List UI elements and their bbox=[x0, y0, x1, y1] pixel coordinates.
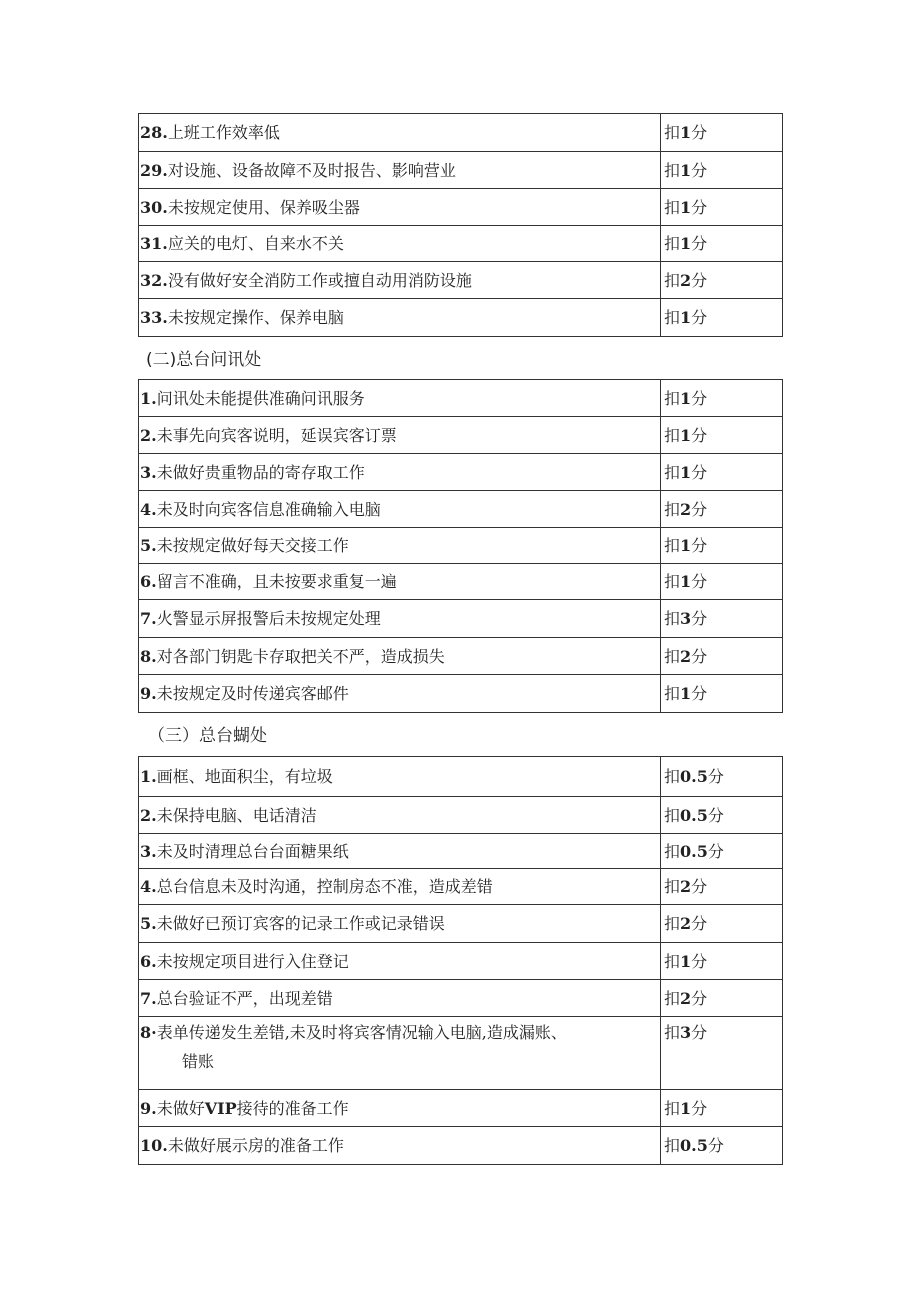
deduction-cell bbox=[661, 834, 783, 869]
deduction-unit: 分 bbox=[691, 123, 708, 142]
table-row bbox=[139, 869, 783, 905]
deduction-points: 1 bbox=[680, 308, 692, 327]
deduction-prefix: 扣 bbox=[664, 270, 681, 290]
item-text: 未按规定操作、保养电脑 bbox=[167, 308, 344, 327]
item-text: 未做好展示房的准备工作 bbox=[167, 1136, 344, 1155]
deduction-points: 1 bbox=[680, 684, 692, 703]
deduction-unit: 分 bbox=[707, 767, 724, 786]
deduction-prefix: 扣 bbox=[664, 572, 681, 591]
table-row bbox=[139, 491, 783, 528]
item-cell bbox=[139, 600, 661, 638]
item-text: 未按规定项目进行入住登记 bbox=[156, 951, 349, 971]
deduction-points: 2 bbox=[680, 270, 692, 290]
item-number: 33. bbox=[140, 308, 168, 327]
item-cell bbox=[139, 757, 661, 797]
deduction-unit: 分 bbox=[691, 425, 708, 445]
deduction-unit: 分 bbox=[691, 308, 708, 327]
deduction-cell bbox=[661, 491, 783, 528]
item-cell bbox=[139, 943, 661, 980]
deduction-cell bbox=[661, 797, 783, 834]
table-row bbox=[139, 189, 783, 226]
item-cell bbox=[139, 152, 661, 189]
item-number: 10. bbox=[140, 1136, 168, 1155]
item-cell bbox=[139, 226, 661, 262]
table-row bbox=[139, 152, 783, 189]
deduction-cell bbox=[661, 675, 783, 713]
item-number: 8. bbox=[140, 646, 157, 666]
table-row bbox=[139, 299, 783, 337]
table-row bbox=[139, 564, 783, 600]
deduction-unit: 分 bbox=[707, 841, 724, 861]
item-cell bbox=[139, 417, 661, 454]
deduction-prefix: 扣 bbox=[664, 609, 681, 628]
item-cell bbox=[139, 262, 661, 299]
deduction-unit: 分 bbox=[707, 805, 724, 825]
item-number: 28. bbox=[140, 123, 168, 142]
deduction-cell bbox=[661, 528, 783, 564]
deduction-cell bbox=[661, 417, 783, 454]
item-cell bbox=[139, 564, 661, 600]
item-number: 5. bbox=[140, 536, 157, 555]
table-row bbox=[139, 417, 783, 454]
table-row bbox=[139, 114, 783, 152]
item-number: 31. bbox=[140, 234, 168, 253]
table-row bbox=[139, 675, 783, 713]
deduction-unit: 分 bbox=[691, 877, 708, 896]
deduction-points: 2 bbox=[680, 877, 692, 896]
deduction-prefix: 扣 bbox=[664, 767, 681, 786]
deduction-unit: 分 bbox=[691, 234, 708, 253]
item-text: 未做好贵重物品的寄存取工作 bbox=[156, 462, 365, 482]
deduction-unit: 分 bbox=[691, 462, 708, 482]
item-text: 对设施、设备故障不及时报告、影响营业 bbox=[167, 160, 456, 180]
item-cell bbox=[139, 675, 661, 713]
table-row bbox=[139, 834, 783, 869]
deduction-unit: 分 bbox=[691, 572, 708, 591]
deduction-prefix: 扣 bbox=[664, 1023, 681, 1042]
item-number: 1. bbox=[140, 767, 157, 786]
item-cell bbox=[139, 454, 661, 491]
item-cell bbox=[139, 638, 661, 675]
deduction-cell bbox=[661, 380, 783, 417]
deduction-prefix: 扣 bbox=[664, 1098, 681, 1118]
item-text-continued: 错账 bbox=[182, 1052, 215, 1071]
deduction-points: 2 bbox=[680, 499, 692, 519]
item-text: 总台验证不严，出现差错 bbox=[156, 988, 333, 1008]
deduction-unit: 分 bbox=[691, 988, 708, 1008]
item-text: 留言不准确，且未按要求重复一遍 bbox=[156, 572, 397, 591]
deduction-prefix: 扣 bbox=[664, 877, 681, 896]
deduction-unit: 分 bbox=[691, 536, 708, 555]
deduction-cell bbox=[661, 564, 783, 600]
item-text: 未按规定使用、保养吸尘器 bbox=[167, 197, 360, 217]
item-cell bbox=[139, 980, 661, 1017]
deduction-table-housekeeping bbox=[138, 113, 783, 337]
deduction-prefix: 扣 bbox=[664, 988, 681, 1008]
item-cell bbox=[139, 1127, 661, 1165]
deduction-points: 1 bbox=[680, 425, 692, 445]
deduction-prefix: 扣 bbox=[664, 462, 681, 482]
deduction-unit: 分 bbox=[691, 160, 708, 180]
item-cell bbox=[139, 491, 661, 528]
item-text: 未保持电脑、电话清洁 bbox=[156, 805, 317, 825]
item-text: 表单传递发生差错,未及时将宾客情况输入电脑,造成漏账、 bbox=[156, 1023, 567, 1042]
item-number: 4. bbox=[140, 499, 157, 519]
deduction-cell bbox=[661, 1127, 783, 1165]
item-number: 5. bbox=[140, 914, 157, 933]
item-cell bbox=[139, 114, 661, 152]
item-cell bbox=[139, 528, 661, 564]
item-number: 1. bbox=[140, 388, 157, 408]
item-cell bbox=[139, 905, 661, 943]
table-row bbox=[139, 638, 783, 675]
deduction-points: 2 bbox=[680, 914, 692, 933]
deduction-cell bbox=[661, 943, 783, 980]
deduction-points: 0.5 bbox=[680, 841, 708, 861]
deduction-unit: 分 bbox=[691, 197, 708, 217]
deduction-unit: 分 bbox=[691, 951, 708, 971]
deduction-cell bbox=[661, 1017, 783, 1090]
item-number: 4. bbox=[140, 877, 157, 896]
item-number: 6. bbox=[140, 951, 157, 971]
deduction-prefix: 扣 bbox=[664, 1136, 681, 1155]
deduction-points: 3 bbox=[680, 609, 692, 628]
deduction-prefix: 扣 bbox=[664, 646, 681, 666]
item-cell bbox=[139, 1090, 661, 1127]
item-text: 问讯处未能提供准确问讯服务 bbox=[156, 388, 365, 408]
deduction-unit: 分 bbox=[691, 388, 708, 408]
deduction-points: 0.5 bbox=[680, 1136, 708, 1155]
deduction-cell bbox=[661, 189, 783, 226]
deduction-cell bbox=[661, 454, 783, 491]
deduction-cell bbox=[661, 299, 783, 337]
table-row bbox=[139, 528, 783, 564]
deduction-unit: 分 bbox=[691, 499, 708, 519]
table-row bbox=[139, 1127, 783, 1165]
item-text: 未及时向宾客信息准确输入电脑 bbox=[156, 499, 381, 519]
deduction-prefix: 扣 bbox=[664, 684, 681, 703]
item-number: 7. bbox=[140, 988, 157, 1008]
item-number: 7. bbox=[140, 609, 157, 628]
deduction-prefix: 扣 bbox=[664, 197, 681, 217]
deduction-unit: 分 bbox=[691, 684, 708, 703]
deduction-cell bbox=[661, 114, 783, 152]
table-row bbox=[139, 905, 783, 943]
deduction-points: 0.5 bbox=[680, 805, 708, 825]
item-text: 应关的电灯、自来水不关 bbox=[167, 234, 344, 253]
deduction-cell bbox=[661, 226, 783, 262]
item-number: 3. bbox=[140, 462, 157, 482]
table-row bbox=[139, 943, 783, 980]
deduction-points: 2 bbox=[680, 988, 692, 1008]
item-cell bbox=[139, 869, 661, 905]
deduction-points: 1 bbox=[680, 160, 692, 180]
item-cell bbox=[139, 1017, 661, 1090]
deduction-table-front-desk-reception bbox=[138, 756, 783, 1165]
deduction-prefix: 扣 bbox=[664, 425, 681, 445]
table-row bbox=[139, 600, 783, 638]
deduction-prefix: 扣 bbox=[664, 499, 681, 519]
deduction-points: 1 bbox=[680, 197, 692, 217]
deduction-prefix: 扣 bbox=[664, 951, 681, 971]
deduction-prefix: 扣 bbox=[664, 160, 681, 180]
table-row bbox=[139, 262, 783, 299]
item-number: 6. bbox=[140, 572, 157, 591]
item-cell bbox=[139, 380, 661, 417]
deduction-unit: 分 bbox=[691, 914, 708, 933]
deduction-cell bbox=[661, 757, 783, 797]
item-number: 29. bbox=[140, 160, 168, 180]
section-heading-front-desk-reception: （三）总台蝴处 bbox=[148, 726, 267, 746]
deduction-unit: 分 bbox=[691, 1098, 708, 1118]
item-text: 未按规定及时传递宾客邮件 bbox=[156, 684, 349, 703]
item-text: 未事先向宾客说明，延误宾客订票 bbox=[156, 425, 397, 445]
deduction-unit: 分 bbox=[691, 1023, 708, 1042]
table-row bbox=[139, 226, 783, 262]
item-text: 未及时清理总台台面糖果纸 bbox=[156, 841, 349, 861]
item-number: 30. bbox=[140, 197, 168, 217]
section-heading-front-desk-inquiry: (二)总台问讯处 bbox=[146, 350, 262, 370]
deduction-points: 1 bbox=[680, 1098, 692, 1118]
deduction-unit: 分 bbox=[691, 270, 708, 290]
deduction-points: 1 bbox=[680, 462, 692, 482]
deduction-cell bbox=[661, 1090, 783, 1127]
table-row bbox=[139, 380, 783, 417]
item-text: 火警显示屏报警后未按规定处理 bbox=[156, 609, 381, 628]
item-number: 32. bbox=[140, 270, 168, 290]
table-row bbox=[139, 757, 783, 797]
item-text: 未按规定做好每天交接工作 bbox=[156, 536, 349, 555]
item-number: 2. bbox=[140, 425, 157, 445]
item-text: 未做好已预订宾客的记录工作或记录错误 bbox=[156, 914, 445, 933]
item-text: 上班工作效率低 bbox=[167, 123, 280, 142]
item-number: 9. bbox=[140, 1098, 157, 1118]
deduction-unit: 分 bbox=[691, 646, 708, 666]
item-number: 3. bbox=[140, 841, 157, 861]
deduction-cell bbox=[661, 600, 783, 638]
table-row bbox=[139, 1090, 783, 1127]
deduction-unit: 分 bbox=[707, 1136, 724, 1155]
deduction-cell bbox=[661, 980, 783, 1017]
item-cell bbox=[139, 189, 661, 226]
deduction-table-front-desk-inquiry bbox=[138, 379, 783, 713]
deduction-points: 1 bbox=[680, 951, 692, 971]
deduction-unit: 分 bbox=[691, 609, 708, 628]
deduction-cell bbox=[661, 152, 783, 189]
table-row bbox=[139, 1017, 783, 1090]
deduction-prefix: 扣 bbox=[664, 914, 681, 933]
deduction-prefix: 扣 bbox=[664, 234, 681, 253]
table-row bbox=[139, 454, 783, 491]
deduction-cell bbox=[661, 262, 783, 299]
deduction-points: 1 bbox=[680, 388, 692, 408]
deduction-cell bbox=[661, 638, 783, 675]
deduction-prefix: 扣 bbox=[664, 536, 681, 555]
deduction-prefix: 扣 bbox=[664, 123, 681, 142]
item-number: 9. bbox=[140, 684, 157, 703]
deduction-prefix: 扣 bbox=[664, 388, 681, 408]
deduction-cell bbox=[661, 869, 783, 905]
deduction-prefix: 扣 bbox=[664, 308, 681, 327]
deduction-prefix: 扣 bbox=[664, 841, 681, 861]
item-number: 2. bbox=[140, 805, 157, 825]
item-cell bbox=[139, 797, 661, 834]
item-text: 画框、地面积尘，有垃圾 bbox=[156, 767, 333, 786]
item-text: 对各部门钥匙卡存取把关不严，造成损失 bbox=[156, 646, 445, 666]
table-row bbox=[139, 980, 783, 1017]
item-text: 没有做好安全消防工作或擅自动用消防设施 bbox=[167, 270, 472, 290]
deduction-points: 1 bbox=[680, 123, 692, 142]
item-cell bbox=[139, 834, 661, 869]
deduction-points: 1 bbox=[680, 572, 692, 591]
item-text-after: 接待的准备工作 bbox=[236, 1098, 349, 1118]
item-text: 总台信息未及时沟通，控制房态不准，造成差错 bbox=[156, 877, 493, 896]
deduction-points: 1 bbox=[680, 536, 692, 555]
deduction-prefix: 扣 bbox=[664, 805, 681, 825]
table-row bbox=[139, 797, 783, 834]
deduction-points: 2 bbox=[680, 646, 692, 666]
deduction-points: 3 bbox=[680, 1023, 692, 1042]
item-text-vip: VIP bbox=[204, 1098, 237, 1118]
item-number: 8· bbox=[140, 1023, 157, 1042]
deduction-cell bbox=[661, 905, 783, 943]
deduction-points: 0.5 bbox=[680, 767, 708, 786]
item-cell bbox=[139, 299, 661, 337]
item-text: 未做好 bbox=[156, 1098, 205, 1118]
deduction-points: 1 bbox=[680, 234, 692, 253]
